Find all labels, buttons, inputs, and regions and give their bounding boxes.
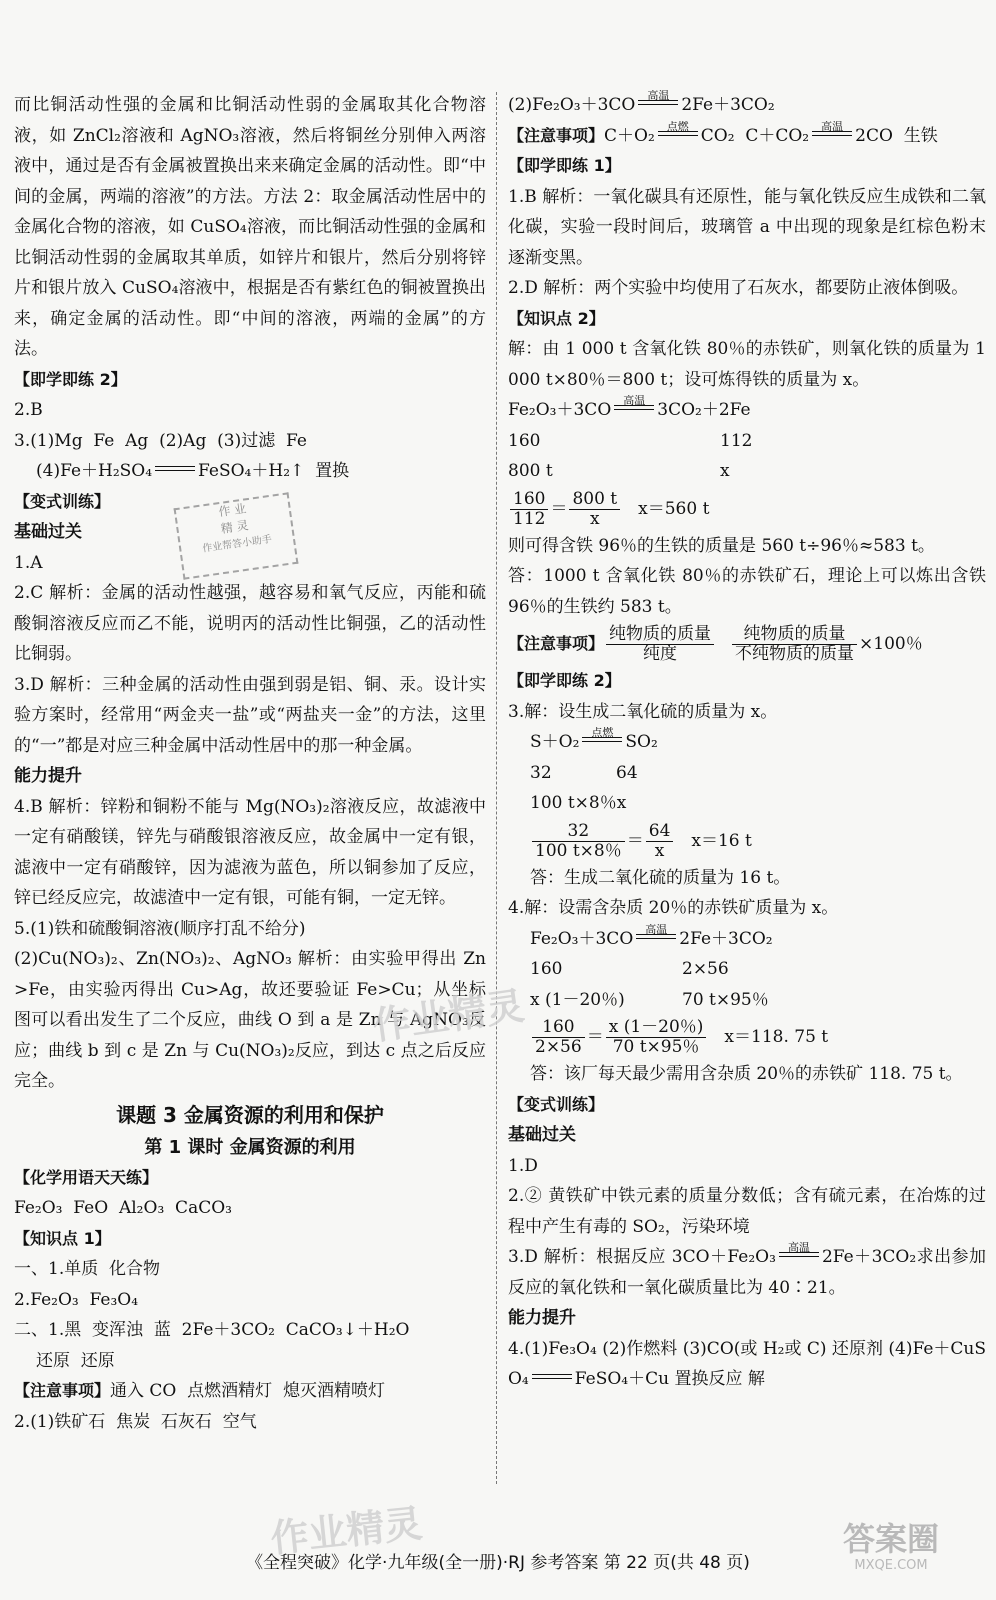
variant-2: 2.② 黄铁矿中铁元素的质量分数低；含有硫元素，在冶炼的过程中产生有毒的 SO₂，污染环境 [508,1186,986,1237]
question-4: 4.解：设需含杂质 20％的赤铁矿质量为 x。 [508,898,839,918]
eq-right: FeSO₄＋H₂↑ 置换 [198,461,350,481]
section-title: 课题 3 金属资源的利用和保护 [116,1102,384,1127]
heading-practice-2-right: 【即学即练 2】 [508,671,621,690]
proportion-4: $\frac{160}{2\times 56}$ ＝ $\frac{x (1-20\%)}{70 t\times 95\%}$ x＝118. 75 t [508,1015,986,1059]
variant-3: 3.D 解析：根据反应 3CO＋Fe₂O₃ 高温 2Fe＋3CO₂求出参加反应的氧化铁和一氧化碳质量比为 40∶21。 [508,1241,986,1298]
knowledge-1: 一、1.单质 化合物 [14,1259,161,1279]
question-3-amount: 100 t×8％x [530,793,627,813]
answer-3: 3.(1)Mg Fe Ag (2)Ag (3)过滤 Fe [14,430,307,451]
formulas: Fe₂O₃ FeO Al₂O₃ CaCO₃ [14,1198,232,1218]
knowledge-5: 2.(1)铁矿石 焦炭 石灰石 空气 [14,1411,257,1432]
notes-purity: 【注意事项】 $\frac{\text{纯物质的质量}}{\text{纯度}}$ $\frac{\text{纯物质的质量}}{\text{不纯物质的质量}}$ ×100％ [508,624,923,664]
right-column [508,90,986,1395]
solution-1: 解：由 1 000 t 含氧化铁 80％的赤铁矿，则氧化铁的质量为 1 000 t×80％＝800 t；设可炼得铁的质量为 x。 [508,339,986,390]
watermark-bottom: 作业精灵 [268,1501,425,1561]
heading-advanced: 能力提升 [14,766,82,786]
answer-2: 2.B [14,400,43,420]
lesson-title: 第 1 课时 金属资源的利用 [144,1136,356,1158]
heading-knowledge-1: 【知识点 1】 [14,1228,111,1248]
equals-condition: 高温 [635,105,681,110]
heading-basic-right: 基础过关 [508,1125,576,1145]
equation-1-amount: 800 t x [508,461,730,481]
knowledge-3b: 还原 还原 [36,1350,115,1371]
variant-1: 1.D [508,1155,538,1176]
question-3-ratio: 32 64 [530,762,638,783]
basic-3: 3.D 解析：三种金属的活动性由强到弱是铝、铜、汞。设计实验方案时，经常用“两金夹一盐”或“两盐夹一金”的方法，这里的“一”都是对应三种金属中活动性居中的那一种金属。 [14,674,486,756]
proportion-3: $\frac{32}{100 t\times 8\%}$ ＝ $\frac{64}{x}$ x＝16 t [508,819,986,863]
equation-1-ratio: 160 112 [508,430,753,451]
question-4-equation: Fe₂O₃＋3CO 高温 2Fe＋3CO₂ [530,923,773,949]
solution-2: 则可得含铁 96％的生铁的质量是 560 t÷96％≈583 t。 [508,535,935,556]
heading-variant-training: 【变式训练】 [14,491,111,511]
knowledge-3: 二、1.黑 变浑浊 蓝 2Fe＋3CO₂ CaCO₃↓＋H₂O [14,1320,410,1340]
answer-q3: 答：生成二氧化硫的质量为 16 t。 [530,867,791,888]
heading-practice-2: 【即学即练 2】 [14,369,127,389]
eq-left: (4)Fe＋H₂SO₄ [36,461,153,481]
heading-daily-terms: 【化学用语天天练】 [14,1167,159,1187]
advanced-4-right: 4.(1)Fe₃O₄ (2)作燃料 (3)CO(或 H₂或 C) 还原剂 (4)Fe＋CuSO₄ FeSO₄＋Cu 置换反应 解 [508,1338,986,1389]
advanced-5b: (2)Cu(NO₃)₂、Zn(NO₃)₂、AgNO₃ 解析：由实验甲得出 Zn>Fe，由实验丙得出 Cu>Ag，故还要验证 Fe>Cu；从坐标图可以看出发生了二个反应，曲线 O 到 a 是 Zn 与 AgNO₃反应；曲线 b 到 c 是 Zn 与 Cu(NO₃)₂反应，到达 c 点之后反应完全。 [14,949,486,1091]
column-divider [496,92,497,1484]
heading-basic: 基础过关 [14,522,82,542]
basic-2: 2.C 解析：金属的活动性越强，越容易和氧气反应，丙能和硫酸铜溶液反应而乙不能，说明丙的活动性比铜强，乙的活动性比铜弱。 [14,583,486,664]
reaction-2: (2)Fe₂O₃＋3CO 高温 2Fe＋3CO₂ [508,90,775,115]
corner-logo: 答案圈 MXQE.COM [842,1520,939,1573]
question-4-amount: x (1－20％) 70 t×95％ [530,989,769,1010]
question-4-ratio: 160 2×56 [530,959,729,979]
heading-variant-training-right: 【变式训练】 [508,1094,605,1114]
question-3-equation: S＋O₂ 点燃 SO₂ [530,727,658,752]
stamp-seal: 作 业 精 灵 作业帮答小助手 [174,492,299,579]
knowledge-notes: 【注意事项】通入 CO 点燃酒精灯 熄灭酒精喷灯 [14,1381,385,1401]
notes-carbon: 【注意事项】C＋O₂ 点燃 CO₂ C＋CO₂ 高温 2CO 生铁 [508,120,938,146]
heading-knowledge-2: 【知识点 2】 [508,308,605,328]
practice-1-1: 1.B 解析：一氧化碳具有还原性，能与氧化铁反应生成铁和二氧化碳，实验一段时间后，玻璃管 a 中出现的现象是红棕色粉末逐渐变黑。 [508,186,986,268]
left-column [14,90,486,1437]
answer-q4: 答：该厂每天最少需用含杂质 20％的赤铁矿 118. 75 t。 [530,1064,963,1084]
page-footer: 《全程突破》化学·九年级(全一册)·RJ 参考答案 第 22 页(共 48 页) [246,1553,750,1573]
advanced-4: 4.B 解析：锌粉和铜粉不能与 Mg(NO₃)₂溶液反应，故滤液中一定有硝酸镁，锌先与硝酸银溶液反应，故金属中一定有银，滤液中一定有硝酸锌，因为滤液为蓝色，所以铜参加了反应，锌已经反应完，故滤渣中一定有银，可能有铜，一定无锌。 [14,796,486,908]
advanced-5a: 5.(1)铁和硫酸铜溶液(顺序打乱不给分) [14,918,306,939]
answer-3-equation [14,456,486,487]
heading-advanced-right: 能力提升 [508,1308,576,1328]
question-3: 3.解：设生成二氧化硫的质量为 x。 [508,701,778,722]
watermark-middle: 作业精灵 [370,983,527,1049]
heading-practice-1: 【即学即练 1】 [508,156,621,175]
solution-3: 答：1000 t 含氧化铁 80％的赤铁矿石，理论上可以炼出含铁 96％的生铁约 583 t。 [508,566,986,617]
practice-1-2: 2.D 解析：两个实验中均使用了石灰水，都要防止液体倒吸。 [508,278,969,298]
paragraph-method: 而比铜活动性强的金属和比铜活动性弱的金属取其化合物溶液，如 ZnCl₂溶液和 AgNO₃溶液，然后将铜丝分别伸入两溶液中，通过是否有金属被置换出来来确定金属的活动性。即“中间的金属，两端的溶液”的方法。方法 2：取金属活动性居中的金属化合物的溶液，如 CuSO₄溶液，而比铜活动性强的金属和比铜活动性弱的金属取其单质，如锌片和银片，然后分别将锌片和银片放入 CuSO₄溶液中，根据是否有紫红色的铜被置换出来，确定金属的活动性。即“中间的溶液，两端的金属”的方法。 [14,95,486,359]
equals-sign [152,471,198,476]
basic-1: 1.A [14,552,43,573]
equation-1: Fe₂O₃＋3CO 高温 3CO₂＋2Fe [508,395,751,420]
proportion-1: $\frac{160}{112}$ ＝ $\frac{800 t}{x}$ x＝560 t [508,487,986,531]
knowledge-2: 2.Fe₂O₃ Fe₃O₄ [14,1289,139,1310]
